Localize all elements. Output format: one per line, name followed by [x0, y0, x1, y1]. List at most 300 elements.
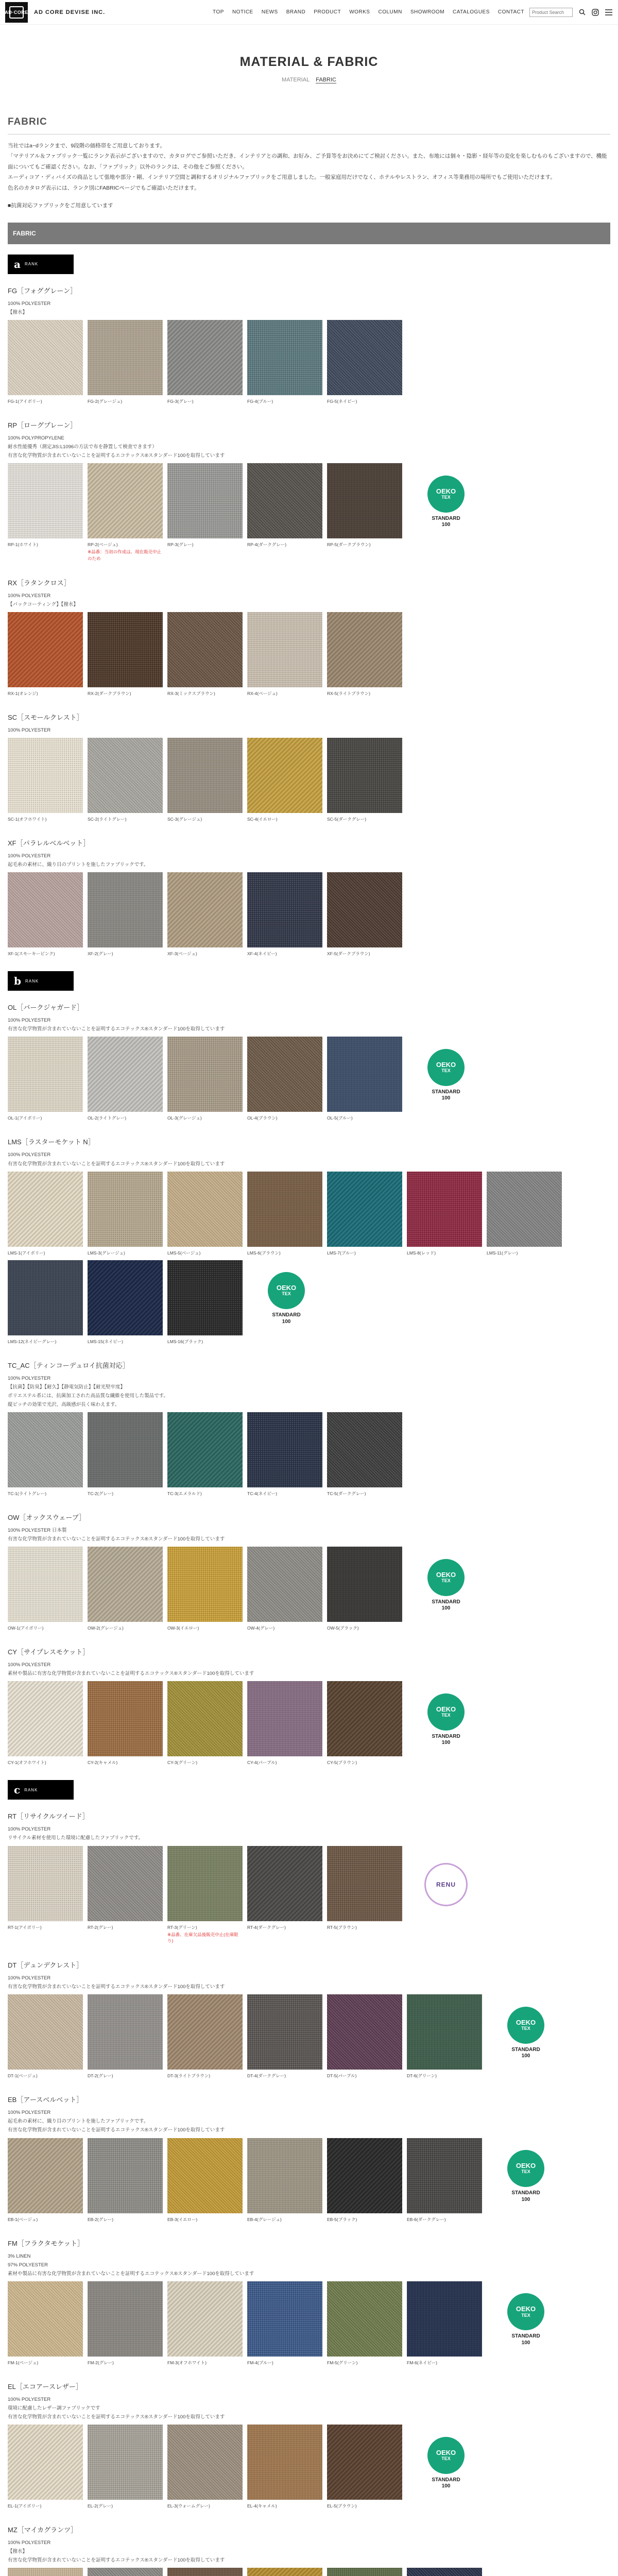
fabric-swatch[interactable] [327, 463, 402, 548]
renu-certification [415, 1846, 477, 1923]
fabric-swatch[interactable] [407, 2281, 482, 2366]
standard-number: 100 [441, 522, 451, 528]
swatch-image[interactable] [167, 2138, 243, 2213]
swatch-image[interactable] [167, 2281, 243, 2357]
fabric-swatch[interactable] [327, 2281, 402, 2366]
swatch-image[interactable] [327, 872, 402, 947]
swatch-image[interactable] [327, 2281, 402, 2357]
rank-letter: a [14, 258, 21, 270]
standard-number: 100 [441, 1605, 451, 1612]
oeko-tex-certification [415, 1681, 477, 1758]
swatch-caption: OL-3(グレージュ) [167, 1115, 202, 1121]
swatch-caption: EL-2(グレー) [88, 2503, 113, 2509]
swatch-image[interactable] [327, 2138, 402, 2213]
swatch-image[interactable] [407, 2281, 482, 2357]
fabric-name: FM［フラクタモケット］ [8, 2239, 84, 2247]
fabric-swatch[interactable] [88, 320, 163, 404]
section-heading: FABRIC [8, 116, 47, 127]
brand-name[interactable]: AD CORE DEVISE INC. [34, 9, 106, 15]
swatch-image[interactable] [167, 1260, 243, 1335]
fabric-swatch[interactable] [327, 1172, 402, 1256]
fabric-swatch[interactable] [8, 738, 83, 822]
fabric-swatch[interactable] [88, 2568, 163, 2576]
swatch-image[interactable] [8, 1681, 83, 1756]
swatch-image[interactable] [167, 872, 243, 947]
swatch-image[interactable] [407, 1172, 482, 1247]
swatch-image[interactable] [88, 1547, 163, 1622]
nav-contact[interactable]: CONTACT [497, 9, 524, 15]
fabric-swatch[interactable] [88, 2281, 163, 2366]
swatch-image[interactable] [167, 1172, 243, 1247]
swatch-image[interactable] [167, 738, 243, 813]
swatch-image[interactable] [247, 1547, 322, 1622]
fabric-swatch[interactable] [88, 1681, 163, 1766]
swatch-image[interactable] [247, 463, 322, 538]
swatch-image[interactable] [88, 1172, 163, 1247]
fabric-desc-line: 100% POLYESTER [8, 1018, 51, 1024]
fabric-swatch[interactable] [8, 1547, 83, 1631]
swatch-image[interactable] [327, 612, 402, 687]
fabric-swatch[interactable] [327, 320, 402, 404]
fabric-swatch[interactable] [327, 2568, 402, 2576]
fabric-swatch[interactable] [327, 2138, 402, 2223]
fabric-swatch[interactable] [88, 1260, 163, 1345]
fabric-swatch[interactable] [327, 872, 402, 957]
fabric-desc-line: 100% POLYESTER [8, 2540, 51, 2546]
swatch-image[interactable] [167, 320, 243, 395]
fabric-swatch[interactable] [167, 1846, 243, 1945]
swatch-image[interactable] [8, 463, 83, 538]
swatch-image[interactable] [247, 1846, 322, 1921]
oeko-line2: TEX [441, 1713, 451, 1718]
renu-logo: RENU [424, 1863, 468, 1906]
swatch-image[interactable] [247, 2138, 322, 2213]
standard-number: 100 [521, 2340, 530, 2346]
swatch-caption: SC-4(イエロー) [247, 817, 278, 822]
instagram-icon[interactable] [591, 8, 599, 16]
swatch-caption: TC-4(ネイビー) [247, 1491, 278, 1496]
swatch-image[interactable] [247, 738, 322, 813]
fabric-name: LMS［ラスターモケット N］ [8, 1138, 95, 1146]
fabric-swatch[interactable] [88, 2138, 163, 2223]
swatch-image[interactable] [8, 2138, 83, 2213]
fabric-swatch[interactable] [167, 2281, 243, 2366]
nav-news[interactable]: NEWS [261, 9, 278, 15]
fabric-swatch[interactable] [88, 1412, 163, 1497]
swatch-image[interactable] [88, 872, 163, 947]
swatch-caption: FM-5(グリーン) [327, 2360, 358, 2365]
fabric-swatch[interactable] [8, 1412, 83, 1497]
fabric-swatch[interactable] [167, 1412, 243, 1497]
swatch-image[interactable] [167, 1846, 243, 1921]
fabric-swatch[interactable] [327, 1681, 402, 1766]
fabric-description [8, 1016, 610, 1033]
swatch-image[interactable] [8, 738, 83, 813]
nav-showroom[interactable]: SHOWROOM [410, 9, 445, 15]
swatch-image[interactable] [247, 2568, 322, 2576]
swatch-grid [8, 2425, 610, 2513]
fabric-description [8, 434, 610, 460]
swatch-image[interactable] [327, 1172, 402, 1247]
fabric-swatch[interactable] [8, 1846, 83, 1930]
fabric-swatch[interactable] [247, 2138, 322, 2223]
swatch-image[interactable] [247, 320, 322, 395]
fabric-desc-line: 97% POLYESTER [8, 2262, 48, 2268]
swatch-image[interactable] [167, 1037, 243, 1112]
intro-paragraph: 「マテリアル＆ファブリック一覧にランク表示がございますので、カタログでご参照いただき、インテリアとの調和、お好み、ご予算等をお決めにてご検討ください。また、布地には個々・陰影・経年等の変化を楽しむものもございますので、機能面についてもご確認ください。なお、「ファブリック」以外のランクは、その他をご参照ください。 [8, 153, 607, 170]
nav-brand[interactable]: BRAND [286, 9, 306, 15]
fabric-swatch[interactable] [88, 738, 163, 822]
swatch-image[interactable] [247, 2281, 322, 2357]
swatch-image[interactable] [8, 1846, 83, 1921]
swatch-image[interactable] [167, 1547, 243, 1622]
swatch-caption: OW-3(イエロー) [167, 1625, 199, 1631]
page-title: MATERIAL & FABRIC [239, 55, 379, 69]
swatch-image[interactable] [8, 2568, 83, 2576]
fabric-swatch[interactable] [88, 612, 163, 697]
swatch-image[interactable] [487, 1172, 562, 1247]
oeko-line2: TEX [521, 2025, 530, 2031]
nav-notice[interactable]: NOTICE [232, 9, 253, 15]
fabric-swatch[interactable] [167, 320, 243, 404]
fabric-swatch[interactable] [327, 612, 402, 697]
fabric-name: EL［エコアースレザー］ [8, 2382, 82, 2391]
standard-100-label [432, 1089, 460, 1102]
fabric-block [8, 2524, 610, 2576]
swatch-image[interactable] [8, 2281, 83, 2357]
swatch-grid [8, 1994, 610, 2083]
standard-number: 100 [441, 2483, 451, 2489]
fabric-desc-line: 100% POLYESTER [8, 2110, 51, 2116]
swatch-image[interactable] [247, 2425, 322, 2500]
swatch-grid [8, 612, 610, 701]
swatch-image[interactable] [88, 1681, 163, 1756]
fabric-swatch[interactable] [407, 2568, 482, 2576]
fabric-swatch[interactable] [327, 1994, 402, 2079]
swatch-caption: SC-1(オフホワイト) [8, 817, 47, 822]
fabric-block [8, 1960, 610, 2083]
swatch-caption: RT-2(グレー) [88, 1924, 113, 1930]
fabric-swatch[interactable] [8, 2138, 83, 2223]
intro-paragraph: 色名のカタログ表示には、ランク別にFABRICページでもご確認いただけます。 [8, 184, 200, 191]
swatch-grid [8, 1037, 610, 1125]
fabric-swatch[interactable] [167, 1681, 243, 1766]
swatch-grid [8, 2568, 610, 2576]
swatch-image[interactable] [167, 2425, 243, 2500]
fabric-swatch[interactable] [167, 872, 243, 957]
swatch-caption: RT-3(グリーン) [167, 1924, 197, 1930]
fabric-swatch[interactable] [247, 1037, 322, 1121]
swatch-image[interactable] [167, 1412, 243, 1487]
fabric-desc-line: ポリエステル系には、抗菌加工された高品質な繊維を使用した製品です。 [8, 1393, 168, 1399]
swatch-image[interactable] [8, 1037, 83, 1112]
swatch-image[interactable] [247, 1681, 322, 1756]
fabric-swatch[interactable] [247, 612, 322, 697]
swatch-image[interactable] [327, 463, 402, 538]
swatch-image[interactable] [88, 2281, 163, 2357]
fabric-swatch[interactable] [327, 1412, 402, 1497]
swatch-image[interactable] [88, 1846, 163, 1921]
tab-fabric[interactable]: FABRIC [316, 77, 336, 83]
fabric-swatch[interactable] [247, 2425, 322, 2509]
fabric-swatch[interactable] [88, 1172, 163, 1256]
fabric-swatch[interactable] [8, 612, 83, 697]
fabric-swatch[interactable] [167, 463, 243, 548]
swatch-caption: LMS-6(ブラウン) [247, 1250, 281, 1256]
fabric-swatch[interactable] [88, 463, 163, 562]
nav-product[interactable]: PRODUCT [314, 9, 341, 15]
fabric-swatch[interactable] [247, 1681, 322, 1766]
swatch-image[interactable] [88, 1412, 163, 1487]
fabric-swatch[interactable] [8, 1037, 83, 1121]
swatch-image[interactable] [8, 320, 83, 395]
fabric-swatch[interactable] [327, 1846, 402, 1930]
swatch-image[interactable] [327, 1681, 402, 1756]
fabric-swatch[interactable] [247, 1547, 322, 1631]
fabric-swatch[interactable] [8, 320, 83, 404]
swatch-image[interactable] [8, 872, 83, 947]
fabric-description [8, 2252, 610, 2278]
fabric-desc-line: 有害な化学物質が含まれていないことを証明するエコテックス®スタンダード100を取得しています [8, 1161, 225, 1167]
fabric-block [8, 838, 610, 961]
swatch-image[interactable] [327, 2425, 402, 2500]
swatch-image[interactable] [88, 2568, 163, 2576]
swatch-image[interactable] [88, 2425, 163, 2500]
fabric-swatch[interactable] [247, 1412, 322, 1497]
search-icon[interactable] [578, 8, 586, 16]
logo[interactable] [5, 2, 28, 23]
swatch-caption: DT-1(ベージュ) [8, 2073, 38, 2079]
fabric-desc-line: 【抗菌】【防臭】【耐久】【静電気防止】【耐光堅牢度】 [8, 1384, 126, 1390]
oeko-tex-logo [507, 2007, 544, 2044]
swatch-image[interactable] [327, 1037, 402, 1112]
fabric-swatch[interactable] [247, 2281, 322, 2366]
fabric-swatch[interactable] [247, 463, 322, 548]
swatch-image[interactable] [8, 612, 83, 687]
fabric-name: RP［ローグプレーン］ [8, 421, 77, 429]
fabric-swatch[interactable] [487, 1172, 562, 1256]
fabric-swatch[interactable] [247, 1846, 322, 1930]
swatch-image[interactable] [327, 1547, 402, 1622]
fabric-description [8, 1825, 610, 1842]
fabric-swatch[interactable] [88, 2425, 163, 2509]
oeko-line2: TEX [441, 1578, 451, 1583]
swatch-caption: OW-5(ブラック) [327, 1625, 359, 1631]
fabric-desc-line: 素材や製品に有害な化学物質が含まれていないことを証明するエコテックス®スタンダード100を取得しています [8, 1671, 254, 1677]
swatch-image[interactable] [407, 1994, 482, 2070]
swatch-grid [8, 463, 610, 566]
swatch-caption: EL-1(アイボリー) [8, 2503, 42, 2509]
oeko-tex-certification [415, 1547, 477, 1624]
swatch-caption: LMS-5(ベージュ) [167, 1250, 201, 1256]
swatch-image[interactable] [407, 2568, 482, 2576]
standard-100-label [432, 1599, 460, 1612]
swatch-image[interactable] [327, 1994, 402, 2070]
fabric-swatch[interactable] [167, 2568, 243, 2576]
nav-column[interactable]: COLUMN [378, 9, 402, 15]
swatch-image[interactable] [247, 612, 322, 687]
swatch-caption: RT-4(ダークグレー) [247, 1924, 286, 1930]
swatch-image[interactable] [88, 1037, 163, 1112]
swatch-caption: EL-4(キャメル) [247, 2503, 277, 2509]
fabric-swatch[interactable] [247, 1172, 322, 1256]
swatch-image[interactable] [8, 1172, 83, 1247]
fabric-swatch[interactable] [327, 738, 402, 822]
fabric-swatch[interactable] [8, 1681, 83, 1766]
fabric-swatch[interactable] [8, 2425, 83, 2509]
swatch-image[interactable] [88, 1994, 163, 2070]
fabric-swatch[interactable] [407, 1172, 482, 1256]
fabric-swatch[interactable] [167, 2425, 243, 2509]
fabric-desc-line: 有害な化学物質が含まれていないことを証明するエコテックス®スタンダード100を取得しています [8, 1984, 225, 1990]
swatch-caption: SC-2(ライトグレー) [88, 817, 127, 822]
fabric-name: MZ［マイカグランツ］ [8, 2526, 78, 2534]
swatch-image[interactable] [88, 320, 163, 395]
fabric-swatch[interactable] [88, 1994, 163, 2079]
standard-text: STANDARD [511, 2046, 540, 2053]
standard-text: STANDARD [432, 515, 460, 521]
standard-number: 100 [521, 2196, 530, 2202]
swatch-image[interactable] [8, 1547, 83, 1622]
fabric-desc-line: 100% POLYESTER [8, 300, 51, 307]
fabric-swatch[interactable] [247, 1994, 322, 2079]
swatch-image[interactable] [167, 1994, 243, 2070]
fabric-block [8, 1360, 610, 1501]
fabric-block [8, 2381, 610, 2513]
swatch-image[interactable] [88, 1260, 163, 1335]
fabric-swatch[interactable] [247, 872, 322, 957]
swatch-caption: DT-3(ライトブラウン) [167, 2073, 211, 2079]
swatch-caption: OW-4(グレー) [247, 1625, 275, 1631]
swatch-caption: RP-2(ベージュ) [88, 542, 118, 548]
intro-paragraph: 当社ではa~dランクまで、9段階の価格帯をご用意しております。 [8, 143, 165, 149]
fabric-swatch[interactable] [8, 1260, 83, 1345]
fabric-swatch[interactable] [8, 872, 83, 957]
nav-top[interactable]: TOP [213, 9, 224, 15]
swatch-image[interactable] [88, 2138, 163, 2213]
swatch-caption: RP-3(グレー) [167, 542, 194, 548]
fabric-swatch[interactable] [167, 1547, 243, 1631]
swatch-image[interactable] [327, 1846, 402, 1921]
fabric-desc-line: 有害な化学物質が含まれていないことを証明するエコテックス®スタンダード100を取得しています [8, 453, 225, 459]
fabric-swatch[interactable] [247, 2568, 322, 2576]
swatch-caption: OW-2(グレージュ) [88, 1625, 124, 1631]
fabric-swatch[interactable] [88, 872, 163, 957]
fabric-swatch[interactable] [167, 1260, 243, 1345]
fabric-swatch[interactable] [8, 1994, 83, 2079]
fabric-swatch[interactable] [247, 320, 322, 404]
fabric-swatch[interactable] [167, 1994, 243, 2079]
swatch-grid [8, 1172, 610, 1349]
swatch-caption: RX-4(ベージュ) [247, 690, 278, 696]
fabric-desc-line: 有害な化学物質が含まれていないことを証明するエコテックス®スタンダード100を取得しています [8, 2557, 225, 2564]
oeko-tex-logo [427, 476, 465, 513]
swatch-caption: LMS-12(ネイビーグレー) [8, 1338, 57, 1344]
fabric-swatch[interactable] [8, 2568, 83, 2576]
oeko-line1: OEKO [436, 1570, 456, 1579]
swatch-caption: FM-2(グレー) [88, 2360, 114, 2365]
swatch-image[interactable] [327, 738, 402, 813]
swatch-caption: XF-1(スモーキーピンク) [8, 951, 55, 957]
swatch-image[interactable] [88, 612, 163, 687]
swatch-image[interactable] [8, 1260, 83, 1335]
fabric-swatch[interactable] [167, 612, 243, 697]
swatch-image[interactable] [247, 872, 322, 947]
oeko-tex-certification [255, 1260, 317, 1337]
swatch-grid [8, 2281, 610, 2370]
oeko-tex-certification [415, 463, 477, 540]
fabric-name: DT［デュンデクレスト］ [8, 1961, 83, 1970]
swatch-image[interactable] [247, 1994, 322, 2070]
fabric-swatch[interactable] [88, 1547, 163, 1631]
swatch-caption: DT-5(パープル) [327, 2073, 357, 2079]
swatch-image[interactable] [167, 1681, 243, 1756]
fabric-name: CY［サイプレスモケット］ [8, 1648, 90, 1656]
swatch-image[interactable] [327, 2568, 402, 2576]
oeko-tex-logo [268, 1272, 305, 1309]
oeko-line2: TEX [441, 1068, 451, 1074]
fabric-swatch[interactable] [167, 1172, 243, 1256]
fabric-swatch[interactable] [88, 1037, 163, 1121]
fabric-desc-line: 縦ピッチの効果で光沢、高級感が長く味わえます。 [8, 1401, 120, 1408]
swatch-image[interactable] [247, 1037, 322, 1112]
fabric-swatch[interactable] [407, 1994, 482, 2079]
swatch-image[interactable] [167, 463, 243, 538]
fabric-swatch[interactable] [247, 738, 322, 822]
fabric-swatch[interactable] [327, 2425, 402, 2509]
fabric-swatch[interactable] [327, 1037, 402, 1121]
fabric-desc-line: 耐水性能優秀（測定JIS:L1096の方法で布を静置して検査できます） [8, 444, 157, 450]
nav-catalogues[interactable]: CATALOGUES [453, 9, 490, 15]
fabric-swatch[interactable] [8, 2281, 83, 2366]
fabric-swatch[interactable] [407, 2138, 482, 2223]
rank-label: RANK [24, 262, 39, 267]
swatch-image[interactable] [327, 1412, 402, 1487]
fabric-desc-line: 100% POLYESTER [8, 2396, 51, 2402]
swatch-image[interactable] [167, 2568, 243, 2576]
swatch-image[interactable] [247, 1412, 322, 1487]
swatch-image[interactable] [88, 738, 163, 813]
swatch-caption: RT-1(アイボリー) [8, 1924, 42, 1930]
swatch-caption: XF-5(ダークブラウン) [327, 951, 370, 957]
fabric-swatch[interactable] [8, 1172, 83, 1256]
swatch-image[interactable] [8, 2425, 83, 2500]
swatch-caption: EB-6(ダークグレー) [407, 2216, 446, 2222]
fabric-swatch[interactable] [88, 1846, 163, 1930]
fabric-swatch[interactable] [327, 1547, 402, 1631]
swatch-image[interactable] [167, 612, 243, 687]
oeko-tex-certification [495, 2281, 557, 2359]
tab-material[interactable]: MATERIAL [282, 77, 310, 83]
fabric-swatch[interactable] [8, 463, 83, 548]
swatch-image[interactable] [247, 1172, 322, 1247]
fabric-swatch[interactable] [167, 738, 243, 822]
swatch-caption: RX-1(オレンジ) [8, 690, 38, 696]
menu-icon[interactable] [605, 8, 613, 16]
swatch-image[interactable] [327, 320, 402, 395]
fabric-block [8, 285, 610, 409]
fabric-swatch[interactable] [167, 1037, 243, 1121]
oeko-tex-certification [415, 1037, 477, 1114]
search-input[interactable] [529, 8, 573, 17]
swatch-image[interactable] [8, 1412, 83, 1487]
swatch-image[interactable] [407, 2138, 482, 2213]
fabric-swatch[interactable] [167, 2138, 243, 2223]
nav-works[interactable]: WORKS [349, 9, 370, 15]
swatch-caption: EB-1(ベージュ) [8, 2216, 38, 2222]
swatch-image[interactable] [8, 1994, 83, 2070]
swatch-image[interactable] [88, 463, 163, 538]
